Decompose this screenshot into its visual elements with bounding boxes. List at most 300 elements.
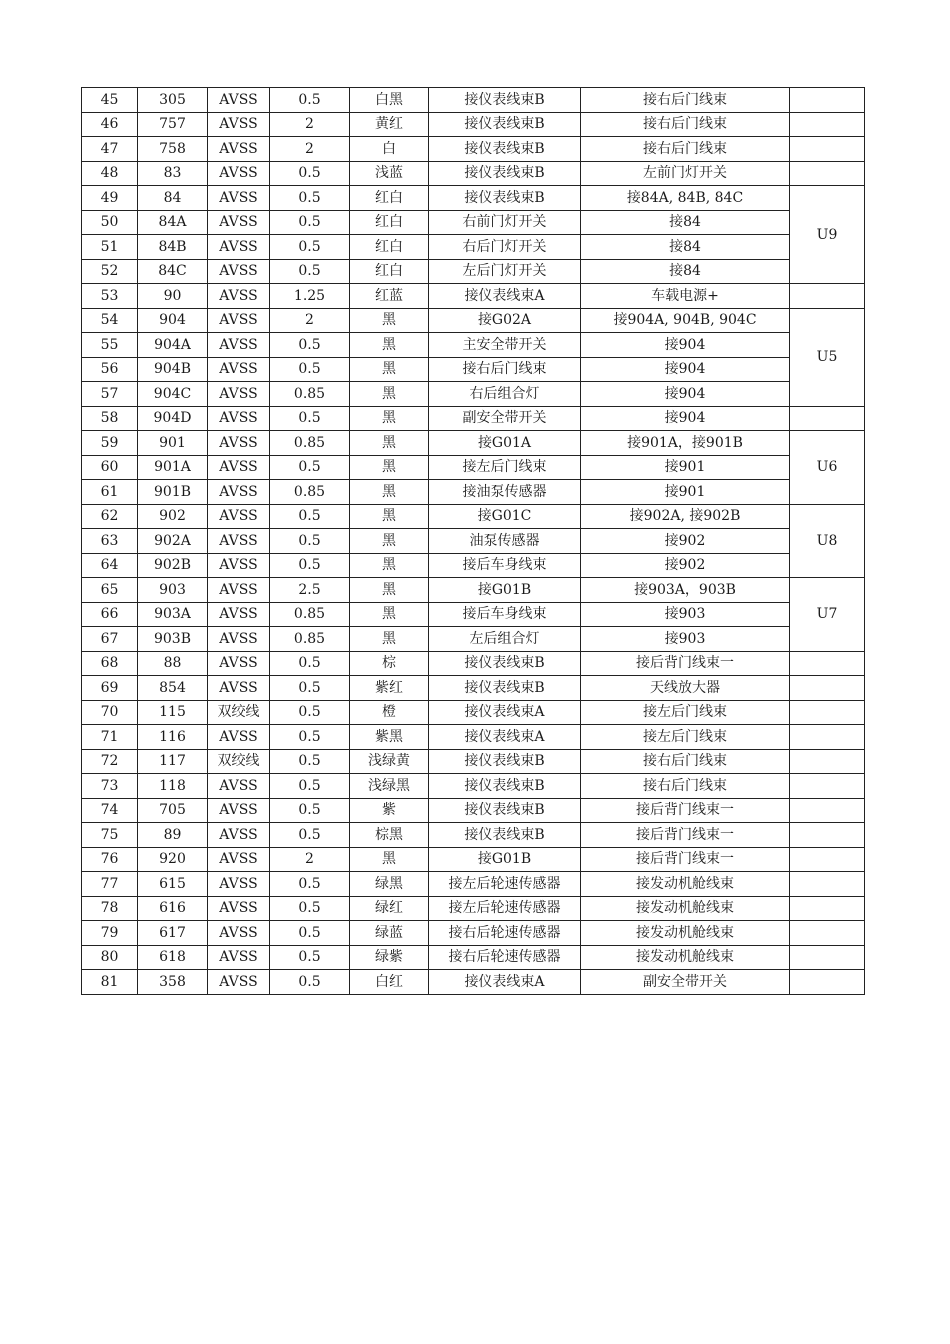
seq-cell: 69: [82, 676, 138, 701]
seq-cell: 53: [82, 284, 138, 309]
from-cell: 副安全带开关: [429, 406, 581, 431]
wire-table: [81, 87, 865, 995]
group-cell: [790, 921, 865, 946]
wire-color-cell: 黑: [350, 333, 429, 358]
table-row: [82, 455, 865, 480]
to-cell: 接右后门线束: [581, 749, 790, 774]
wire-color-cell: 黑: [350, 553, 429, 578]
wire-number-cell: 89: [138, 823, 208, 848]
from-cell: 接仪表线束B: [429, 798, 581, 823]
group-cell: [790, 161, 865, 186]
from-cell: 左后门灯开关: [429, 259, 581, 284]
wire-number-cell: 904C: [138, 382, 208, 407]
wire-number-cell: 902: [138, 504, 208, 529]
group-cell: [790, 798, 865, 823]
seq-cell: 46: [82, 112, 138, 137]
wire-number-cell: 904B: [138, 357, 208, 382]
wire-size-cell: 2: [270, 308, 350, 333]
from-cell: 接仪表线束A: [429, 284, 581, 309]
wire-color-cell: 白黑: [350, 88, 429, 113]
table-row: [82, 333, 865, 358]
from-cell: 接仪表线束B: [429, 88, 581, 113]
wire-number-cell: 903: [138, 578, 208, 603]
from-cell: 右后门灯开关: [429, 235, 581, 260]
wire-number-cell: 904: [138, 308, 208, 333]
to-cell: 接84: [581, 259, 790, 284]
from-cell: 接右后门线束: [429, 357, 581, 382]
wire-number-cell: 117: [138, 749, 208, 774]
seq-cell: 56: [82, 357, 138, 382]
to-cell: 接发动机舱线束: [581, 945, 790, 970]
from-cell: 主安全带开关: [429, 333, 581, 358]
wire-type-cell: AVSS: [208, 382, 270, 407]
from-cell: 接仪表线束B: [429, 749, 581, 774]
wire-type-cell: AVSS: [208, 553, 270, 578]
wire-type-cell: AVSS: [208, 627, 270, 652]
wire-type-cell: AVSS: [208, 578, 270, 603]
wire-type-cell: AVSS: [208, 431, 270, 456]
from-cell: 接仪表线束A: [429, 970, 581, 995]
wire-size-cell: 0.5: [270, 676, 350, 701]
from-cell: 接后车身线束: [429, 602, 581, 627]
wire-number-cell: 88: [138, 651, 208, 676]
seq-cell: 50: [82, 210, 138, 235]
wire-size-cell: 1.25: [270, 284, 350, 309]
group-cell: [790, 137, 865, 162]
to-cell: 接901: [581, 455, 790, 480]
wire-number-cell: 116: [138, 725, 208, 750]
wire-type-cell: AVSS: [208, 823, 270, 848]
from-cell: 接仪表线束B: [429, 774, 581, 799]
table-row: [82, 578, 865, 603]
table-row: [82, 504, 865, 529]
table-row: [82, 382, 865, 407]
wire-number-cell: 904D: [138, 406, 208, 431]
wire-number-cell: 115: [138, 700, 208, 725]
from-cell: 接仪表线束B: [429, 651, 581, 676]
wire-number-cell: 615: [138, 872, 208, 897]
from-cell: 接仪表线束A: [429, 700, 581, 725]
wire-color-cell: 黄红: [350, 112, 429, 137]
from-cell: 左后组合灯: [429, 627, 581, 652]
group-cell: [790, 88, 865, 113]
seq-cell: 79: [82, 921, 138, 946]
to-cell: 接903: [581, 627, 790, 652]
wire-color-cell: 橙: [350, 700, 429, 725]
wire-size-cell: 0.5: [270, 749, 350, 774]
wire-number-cell: 757: [138, 112, 208, 137]
wire-type-cell: AVSS: [208, 308, 270, 333]
group-cell: U5: [790, 308, 865, 406]
wire-type-cell: AVSS: [208, 161, 270, 186]
table-row: [82, 970, 865, 995]
wire-size-cell: 0.5: [270, 945, 350, 970]
wire-type-cell: AVSS: [208, 210, 270, 235]
wire-color-cell: 白红: [350, 970, 429, 995]
wire-color-cell: 黑: [350, 308, 429, 333]
wire-color-cell: 黑: [350, 847, 429, 872]
wire-size-cell: 0.5: [270, 921, 350, 946]
wire-size-cell: 0.5: [270, 406, 350, 431]
wire-type-cell: AVSS: [208, 406, 270, 431]
from-cell: 油泵传感器: [429, 529, 581, 554]
wire-size-cell: 0.5: [270, 553, 350, 578]
wire-size-cell: 0.85: [270, 602, 350, 627]
table-row: [82, 774, 865, 799]
from-cell: 接左后门线束: [429, 455, 581, 480]
wire-number-cell: 758: [138, 137, 208, 162]
to-cell: 接84: [581, 235, 790, 260]
to-cell: 接后背门线束一: [581, 847, 790, 872]
wire-type-cell: AVSS: [208, 88, 270, 113]
wire-size-cell: 0.5: [270, 210, 350, 235]
seq-cell: 57: [82, 382, 138, 407]
wire-size-cell: 0.5: [270, 700, 350, 725]
wire-color-cell: 浅绿黑: [350, 774, 429, 799]
from-cell: 接后车身线束: [429, 553, 581, 578]
seq-cell: 70: [82, 700, 138, 725]
table-row: [82, 431, 865, 456]
to-cell: 接904: [581, 333, 790, 358]
from-cell: 接仪表线束B: [429, 676, 581, 701]
wire-type-cell: AVSS: [208, 725, 270, 750]
to-cell: 接右后门线束: [581, 137, 790, 162]
table-row: [82, 529, 865, 554]
to-cell: 接904A, 904B, 904C: [581, 308, 790, 333]
wire-color-cell: 黑: [350, 480, 429, 505]
wire-color-cell: 黑: [350, 529, 429, 554]
wire-color-cell: 绿紫: [350, 945, 429, 970]
wire-color-cell: 紫红: [350, 676, 429, 701]
table-row: [82, 676, 865, 701]
table-row: [82, 921, 865, 946]
from-cell: 接左后轮速传感器: [429, 872, 581, 897]
seq-cell: 75: [82, 823, 138, 848]
wire-color-cell: 黑: [350, 357, 429, 382]
to-cell: 接右后门线束: [581, 88, 790, 113]
wire-type-cell: AVSS: [208, 504, 270, 529]
table-row: [82, 210, 865, 235]
group-cell: [790, 284, 865, 309]
table-row: [82, 896, 865, 921]
wire-number-cell: 84: [138, 186, 208, 211]
wire-color-cell: 黑: [350, 382, 429, 407]
from-cell: 接仪表线束A: [429, 725, 581, 750]
wire-type-cell: AVSS: [208, 847, 270, 872]
wire-type-cell: AVSS: [208, 602, 270, 627]
table-row: [82, 112, 865, 137]
to-cell: 接901A，接901B: [581, 431, 790, 456]
to-cell: 接902: [581, 553, 790, 578]
to-cell: 接84: [581, 210, 790, 235]
seq-cell: 58: [82, 406, 138, 431]
wire-number-cell: 854: [138, 676, 208, 701]
seq-cell: 62: [82, 504, 138, 529]
wire-number-cell: 920: [138, 847, 208, 872]
to-cell: 左前门灯开关: [581, 161, 790, 186]
seq-cell: 71: [82, 725, 138, 750]
to-cell: 接902: [581, 529, 790, 554]
wire-color-cell: 红白: [350, 186, 429, 211]
wire-number-cell: 616: [138, 896, 208, 921]
wire-number-cell: 902B: [138, 553, 208, 578]
wire-size-cell: 0.5: [270, 455, 350, 480]
wire-color-cell: 白: [350, 137, 429, 162]
wire-type-cell: AVSS: [208, 357, 270, 382]
wire-color-cell: 红白: [350, 210, 429, 235]
wire-size-cell: 0.5: [270, 504, 350, 529]
table-row: [82, 161, 865, 186]
seq-cell: 76: [82, 847, 138, 872]
from-cell: 右前门灯开关: [429, 210, 581, 235]
table-row: [82, 406, 865, 431]
to-cell: 接左后门线束: [581, 725, 790, 750]
seq-cell: 63: [82, 529, 138, 554]
to-cell: 接后背门线束一: [581, 651, 790, 676]
to-cell: 接903A，903B: [581, 578, 790, 603]
wire-number-cell: 903B: [138, 627, 208, 652]
wire-size-cell: 0.5: [270, 161, 350, 186]
wire-harness-sheet: [81, 87, 865, 995]
table-row: [82, 823, 865, 848]
wire-color-cell: 紫黑: [350, 725, 429, 750]
table-row: [82, 235, 865, 260]
group-cell: U9: [790, 186, 865, 284]
wire-type-cell: AVSS: [208, 676, 270, 701]
wire-color-cell: 红白: [350, 259, 429, 284]
table-row: [82, 847, 865, 872]
wire-size-cell: 0.5: [270, 798, 350, 823]
wire-color-cell: 红白: [350, 235, 429, 260]
wire-number-cell: 83: [138, 161, 208, 186]
wire-size-cell: 0.5: [270, 333, 350, 358]
wire-type-cell: AVSS: [208, 235, 270, 260]
wire-number-cell: 904A: [138, 333, 208, 358]
seq-cell: 60: [82, 455, 138, 480]
wire-color-cell: 黑: [350, 455, 429, 480]
wire-type-cell: AVSS: [208, 137, 270, 162]
table-row: [82, 137, 865, 162]
group-cell: [790, 970, 865, 995]
from-cell: 接仪表线束B: [429, 112, 581, 137]
wire-number-cell: 84A: [138, 210, 208, 235]
from-cell: 接G01B: [429, 578, 581, 603]
seq-cell: 73: [82, 774, 138, 799]
wire-type-cell: AVSS: [208, 970, 270, 995]
table-row: [82, 700, 865, 725]
seq-cell: 74: [82, 798, 138, 823]
wire-number-cell: 84B: [138, 235, 208, 260]
wire-size-cell: 0.5: [270, 896, 350, 921]
seq-cell: 67: [82, 627, 138, 652]
wire-color-cell: 绿红: [350, 896, 429, 921]
table-row: [82, 798, 865, 823]
seq-cell: 64: [82, 553, 138, 578]
group-cell: [790, 896, 865, 921]
table-row: [82, 308, 865, 333]
from-cell: 接仪表线束B: [429, 823, 581, 848]
wire-color-cell: 绿黑: [350, 872, 429, 897]
to-cell: 接904: [581, 406, 790, 431]
group-cell: [790, 676, 865, 701]
from-cell: 接右后轮速传感器: [429, 945, 581, 970]
seq-cell: 51: [82, 235, 138, 260]
wire-size-cell: 0.5: [270, 88, 350, 113]
wire-color-cell: 紫: [350, 798, 429, 823]
to-cell: 车载电源+: [581, 284, 790, 309]
group-cell: [790, 945, 865, 970]
wire-number-cell: 901: [138, 431, 208, 456]
wire-size-cell: 0.85: [270, 480, 350, 505]
seq-cell: 78: [82, 896, 138, 921]
wire-type-cell: AVSS: [208, 651, 270, 676]
from-cell: 接仪表线束B: [429, 186, 581, 211]
wire-size-cell: 0.5: [270, 651, 350, 676]
group-cell: [790, 725, 865, 750]
group-cell: [790, 847, 865, 872]
wire-type-cell: AVSS: [208, 112, 270, 137]
wire-color-cell: 浅绿黄: [350, 749, 429, 774]
from-cell: 接G02A: [429, 308, 581, 333]
table-row: [82, 357, 865, 382]
group-cell: [790, 112, 865, 137]
wire-number-cell: 118: [138, 774, 208, 799]
seq-cell: 80: [82, 945, 138, 970]
wire-type-cell: 双绞线: [208, 700, 270, 725]
seq-cell: 61: [82, 480, 138, 505]
wire-size-cell: 0.85: [270, 382, 350, 407]
wire-color-cell: 棕: [350, 651, 429, 676]
table-row: [82, 872, 865, 897]
seq-cell: 65: [82, 578, 138, 603]
wire-size-cell: 0.85: [270, 431, 350, 456]
table-row: [82, 480, 865, 505]
wire-type-cell: AVSS: [208, 259, 270, 284]
wire-type-cell: AVSS: [208, 455, 270, 480]
seq-cell: 77: [82, 872, 138, 897]
from-cell: 接G01C: [429, 504, 581, 529]
from-cell: 接左后轮速传感器: [429, 896, 581, 921]
wire-size-cell: 0.5: [270, 529, 350, 554]
wire-number-cell: 305: [138, 88, 208, 113]
table-row: [82, 259, 865, 284]
seq-cell: 54: [82, 308, 138, 333]
wire-number-cell: 90: [138, 284, 208, 309]
seq-cell: 47: [82, 137, 138, 162]
table-row: [82, 88, 865, 113]
to-cell: 接903: [581, 602, 790, 627]
table-row: [82, 186, 865, 211]
seq-cell: 45: [82, 88, 138, 113]
to-cell: 副安全带开关: [581, 970, 790, 995]
wire-type-cell: AVSS: [208, 872, 270, 897]
wire-size-cell: 0.5: [270, 235, 350, 260]
seq-cell: 81: [82, 970, 138, 995]
to-cell: 接右后门线束: [581, 112, 790, 137]
table-row: [82, 945, 865, 970]
to-cell: 接后背门线束一: [581, 798, 790, 823]
table-row: [82, 553, 865, 578]
from-cell: 接仪表线束B: [429, 161, 581, 186]
to-cell: 接发动机舱线束: [581, 921, 790, 946]
group-cell: [790, 406, 865, 431]
from-cell: 接仪表线束B: [429, 137, 581, 162]
group-cell: [790, 651, 865, 676]
wire-size-cell: 0.5: [270, 725, 350, 750]
wire-table-body: [82, 88, 865, 995]
wire-number-cell: 903A: [138, 602, 208, 627]
to-cell: 接84A, 84B, 84C: [581, 186, 790, 211]
wire-number-cell: 358: [138, 970, 208, 995]
wire-type-cell: AVSS: [208, 798, 270, 823]
group-cell: [790, 774, 865, 799]
to-cell: 接发动机舱线束: [581, 896, 790, 921]
wire-color-cell: 绿蓝: [350, 921, 429, 946]
wire-size-cell: 0.5: [270, 357, 350, 382]
wire-size-cell: 2: [270, 847, 350, 872]
wire-size-cell: 0.5: [270, 970, 350, 995]
wire-color-cell: 黑: [350, 602, 429, 627]
group-cell: [790, 700, 865, 725]
wire-type-cell: AVSS: [208, 774, 270, 799]
to-cell: 接904: [581, 357, 790, 382]
wire-type-cell: 双绞线: [208, 749, 270, 774]
wire-type-cell: AVSS: [208, 896, 270, 921]
wire-color-cell: 黑: [350, 504, 429, 529]
to-cell: 接左后门线束: [581, 700, 790, 725]
wire-type-cell: AVSS: [208, 529, 270, 554]
to-cell: 接后背门线束一: [581, 823, 790, 848]
wire-number-cell: 618: [138, 945, 208, 970]
wire-number-cell: 901B: [138, 480, 208, 505]
wire-type-cell: AVSS: [208, 480, 270, 505]
to-cell: 接904: [581, 382, 790, 407]
wire-type-cell: AVSS: [208, 284, 270, 309]
wire-number-cell: 901A: [138, 455, 208, 480]
wire-color-cell: 黑: [350, 406, 429, 431]
to-cell: 天线放大器: [581, 676, 790, 701]
wire-type-cell: AVSS: [208, 921, 270, 946]
group-cell: [790, 749, 865, 774]
from-cell: 右后组合灯: [429, 382, 581, 407]
wire-size-cell: 0.5: [270, 186, 350, 211]
from-cell: 接右后轮速传感器: [429, 921, 581, 946]
seq-cell: 48: [82, 161, 138, 186]
seq-cell: 68: [82, 651, 138, 676]
wire-number-cell: 902A: [138, 529, 208, 554]
wire-type-cell: AVSS: [208, 186, 270, 211]
from-cell: 接G01A: [429, 431, 581, 456]
seq-cell: 49: [82, 186, 138, 211]
seq-cell: 72: [82, 749, 138, 774]
group-cell: U7: [790, 578, 865, 652]
wire-size-cell: 0.5: [270, 774, 350, 799]
group-cell: U8: [790, 504, 865, 578]
table-row: [82, 725, 865, 750]
to-cell: 接901: [581, 480, 790, 505]
to-cell: 接发动机舱线束: [581, 872, 790, 897]
seq-cell: 52: [82, 259, 138, 284]
from-cell: 接G01B: [429, 847, 581, 872]
wire-color-cell: 黑: [350, 627, 429, 652]
table-row: [82, 749, 865, 774]
wire-color-cell: 黑: [350, 431, 429, 456]
wire-type-cell: AVSS: [208, 945, 270, 970]
wire-color-cell: 棕黑: [350, 823, 429, 848]
wire-size-cell: 2: [270, 137, 350, 162]
group-cell: [790, 872, 865, 897]
wire-size-cell: 2: [270, 112, 350, 137]
